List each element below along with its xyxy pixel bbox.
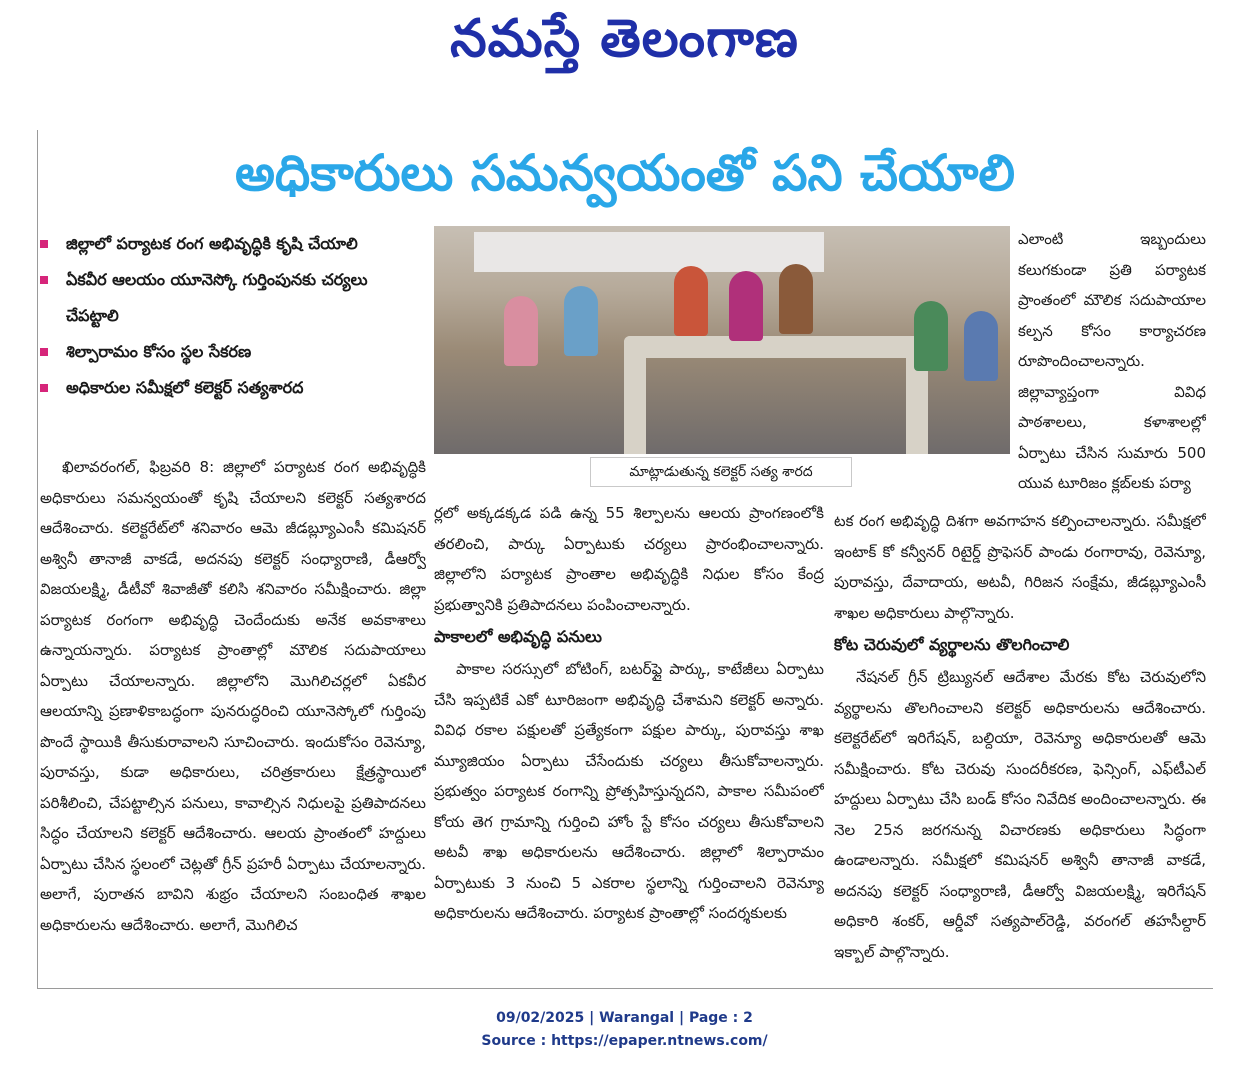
article-headline: అధికారులు సమన్వయంతో పని చేయాలి <box>234 144 1016 202</box>
article-paragraph: ర్లలో అక్కడక్కడ పడి ఉన్న 55 శిల్పాలను ఆలయ ప్రాంగణంలోకి తరలించి, పార్కు ఏర్పాటుకు చర్యలు ప్రారంభించాలన్నారు. జిల్లాలోని పర్యాటక ప్రాంతాల అభివృద్ధికి నిధుల కోసం కేంద్ర ప్రభుత్వానికి ప్రతిపాదనలు పంపించాలన్నారు. <box>434 504 824 614</box>
highlight-item: ఏకవీర ఆలయం యూనెస్కో గుర్తింపునకు చర్యలు చేపట్టాలి <box>40 262 425 334</box>
photo-person <box>914 301 948 371</box>
photo-person <box>564 286 598 356</box>
photo-person <box>964 311 998 381</box>
article-column-3 <box>834 506 1206 986</box>
photo-person <box>779 264 813 334</box>
footer-dateline: 09/02/2025 | Warangal | Page : 2 <box>496 1010 753 1026</box>
article-paragraph: పాకాల సరస్సులో బోటింగ్, బటర్‌ఫ్లై పార్కు, కాటేజీలు ఏర్పాటు చేసి ఇప్పటికే ఎకో టూరిజంగా అభివృద్ధి చేశామని కలెక్టర్ అన్నారు. వివిధ రకాల పక్షులతో ప్రత్యేకంగా పక్షుల పార్కు, పురావస్తు శాఖ మ్యూజియం ఏర్పాటు చేసేందుకు చర్యలు తీసుకోవాలన్నారు. ప్రభుత్వం పర్యాటక రంగాన్ని ప్రోత్సహిస్తున్నదని, పాకాల సమీపంలో కోయ తెగ గ్రామాన్ని గుర్తించి హోం స్టే కోసం చర్యలు తీసుకోవాలని అటవీ శాఖ అధికారులను ఆదేశించారు. జిల్లాలో శిల్పారామం ఏర్పాటుకు 3 నుంచి 5 ఎకరాల స్థలాన్ని గుర్తించాలని రెవెన్యూ అధికారులను ఆదేశించారు. పర్యాటక ప్రాంతాల్లో సందర్శకులకు <box>434 660 824 922</box>
section-subhead: కోట చెరువులో వ్యర్థాలను తొలగించాలి <box>834 635 1070 654</box>
article-paragraph: ఎలాంటి ఇబ్బందులు కలుగకుండా ప్రతి పర్యాటక ప్రాంతంలో మౌలిక సదుపాయాల కల్పన కోసం కార్యాచరణ రూపొందించాలన్నారు. జిల్లావ్యాప్తంగా వివిధ పాఠశాలలు, కళాశాలల్లో ఏర్పాటు చేసిన సుమారు 500 యువ టూరిజం క్లబ్‌లకు పర్యా <box>1018 230 1206 492</box>
article-paragraph: ఖిలావరంగల్, ఫిబ్రవరి 8: జిల్లాలో పర్యాటక రంగ అభివృద్ధికి అధికారులు సమన్వయంతో కృషి చేయాలని కలెక్టర్ సత్యశారద ఆదేశించారు. కలెక్టరేట్‌లో శనివారం ఆమె జీడబ్ల్యూఎంసీ కమిషనర్ అశ్వినీ తానాజీ వాకడే, అదనపు కలెక్టర్ సంధ్యారాణి, డీఆర్వో విజయలక్ష్మి, డీటీవో శివాజీతో కలిసి శనివారం సమీక్షించారు. జిల్లా పర్యాటక రంగంగా అభివృద్ధి చెందేందుకు అనేక అవకాశాలు ఉన్నాయన్నారు. పర్యాటక ప్రాంతాల్లో మౌలిక సదుపాయాలు ఏర్పాటు చేయాలన్నారు. జిల్లాలోని మొగిలిచర్లలో ఏకవీర ఆలయాన్ని ప్రణాళికాబద్ధంగా పునరుద్ధరించి యూనెస్కోలో గుర్తింపు పొందే స్థాయికి తీసుకురావాలని సూచించారు. ఇందుకోసం రెవెన్యూ, పురావస్తు, కుడా అధికారులు, చరిత్రకారులు క్షేత్రస్థాయిలో పరిశీలించి, చేపట్టాల్సిన పనులు, కావాల్సిన నిధులపై ప్రతిపాదనలు సిద్ధం చేయాలని కలెక్టర్ ఆదేశించారు. ఆలయ ప్రాంతంలో హద్దులు ఏర్పాటు చేసిన స్థలంలో చెట్లతో గ్రీన్ ప్రహరీ ఏర్పాటు చేయాలన్నారు. అలాగే, పురాతన బావిని శుభ్రం చేయాలని సంబంధిత శాఖల అధికారులను ఆదేశించారు. అలాగే, మొగిలిచ <box>40 458 426 934</box>
photo-person <box>504 296 538 366</box>
newspaper-masthead: నమస్తే తెలంగాణ <box>450 8 799 69</box>
article-column-2 <box>434 498 824 986</box>
article-paragraph: టక రంగ అభివృద్ధి దిశగా అవగాహన కల్పించాలన్నారు. సమీక్షలో ఇంటాక్ కో కన్వీనర్ రిటైర్డ్ ప్రొఫెసర్ పాండు రంగారావు, రెవెన్యూ, పురావస్తు, దేవాదాయ, అటవీ, గిరిజన సంక్షేమ, జీడబ్ల్యూఎంసీ శాఖల అధికారులు పాల్గొన్నారు. <box>834 512 1206 622</box>
highlight-item: జిల్లాలో పర్యాటక రంగ అభివృద్ధికి కృషి చేయాలి <box>40 226 425 262</box>
article-column-1 <box>40 452 426 987</box>
photo-person <box>729 271 763 341</box>
photo-person <box>674 266 708 336</box>
highlights-list <box>40 226 425 406</box>
section-subhead: పాకాలలో అభివృద్ధి పనులు <box>434 627 602 646</box>
square-bullet-icon <box>40 384 48 392</box>
square-bullet-icon <box>40 276 48 284</box>
article-column-3-top <box>1018 224 1206 506</box>
highlight-item: శిల్పారామం కోసం స్థల సేకరణ <box>40 334 425 370</box>
photo-conference-table <box>624 336 928 454</box>
photo-caption: మాట్లాడుతున్న కలెక్టర్ సత్య శారద <box>590 457 852 487</box>
square-bullet-icon <box>40 348 48 356</box>
meeting-photo <box>434 226 1010 454</box>
square-bullet-icon <box>40 240 48 248</box>
article-paragraph: నేషనల్ గ్రీన్ ట్రిబ్యునల్ ఆదేశాల మేరకు కోట చెరువులోని వ్యర్థాలను తొలగించాలని కలెక్టర్ అధికారులను ఆదేశించారు. కలెక్టరేట్‌లో ఇరిగేషన్, బల్దియా, రెవెన్యూ అధికారులతో ఆమె సమీక్షించారు. కోట చెరువు సుందరీకరణ, ఫెన్సింగ్, ఎఫ్‌టీఎల్ హద్దులు ఏర్పాటు చేసి బండ్ కోసం నివేదిక అందించాలన్నారు. ఈ నెల 25న జరగనున్న విచారణకు అధికారులు సిద్ధంగా ఉండాలన్నారు. సమీక్షలో కమిషనర్ అశ్వినీ తానాజీ వాకడే, అదనపు కలెక్టర్ సంధ్యారాణి, డీఆర్వో విజయలక్ష్మి, ఇరిగేషన్ అధికారి శంకర్, ఆర్డీవో సత్యపాల్‌రెడ్డి, వరంగల్ తహసీల్దార్ ఇక్బాల్ పాల్గొన్నారు. <box>834 668 1206 961</box>
footer-source: Source : https://epaper.ntnews.com/ <box>481 1033 768 1049</box>
photo-wall-banner <box>474 232 824 272</box>
highlight-item: అధికారుల సమీక్షలో కలెక్టర్ సత్యశారద <box>40 370 425 406</box>
